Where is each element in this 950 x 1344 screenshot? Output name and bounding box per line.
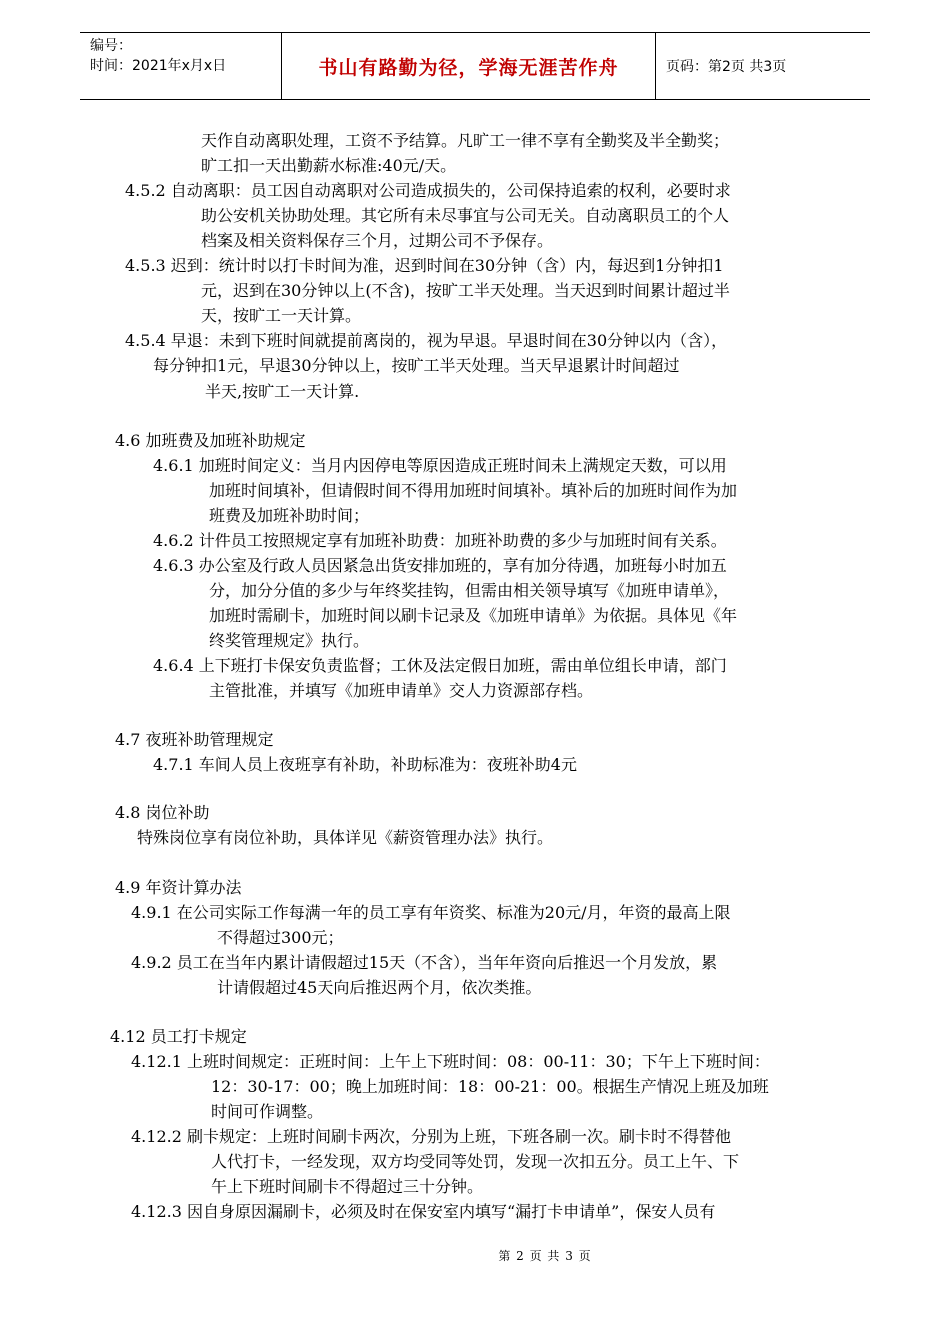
text-line: 半天,按旷工一天计算.	[205, 382, 360, 401]
text-line: 4.6.1 加班时间定义：当月内因停电等原因造成正班时间未上满规定天数，可以用	[153, 456, 727, 475]
document-time: 时间：2021年x月x日	[90, 58, 227, 74]
text-line: 12：30-17：00；晚上加班时间：18：00-21：00。根据生产情况上班及加班	[211, 1077, 769, 1096]
text-line: 4.5.2 自动离职：员工因自动离职对公司造成损失的，公司保持追索的权利，必要时求	[125, 181, 731, 200]
text-line: 天作自动离职处理，工资不予结算。凡旷工一律不享有全勤奖及半全勤奖；	[201, 131, 730, 150]
text-line: 不得超过300元；	[217, 928, 344, 947]
text-line: 4.9.1 在公司实际工作每满一年的员工享有年资奖、标准为20元/月，年资的最高上限	[131, 903, 731, 922]
document-number-label: 编号：	[90, 38, 132, 54]
text-line: 加班时间填补，但请假时间不得用加班时间填补。填补后的加班时间作为加	[209, 481, 738, 500]
text-line: 4.9.2 员工在当年内累计请假超过15天（不含），当年年资向后推迟一个月发放，累	[131, 953, 718, 972]
text-line: 加班时需刷卡，加班时间以刷卡记录及《加班申请单》为依据。具体见《年	[209, 606, 738, 625]
section-heading: 4.9 年资计算办法	[115, 878, 242, 897]
text-line: 旷工扣一天出勤薪水标准:40元/天。	[201, 156, 457, 175]
text-line: 人代打卡，一经发现，双方均受同等处罚，发现一次扣五分。员工上午、下	[211, 1152, 740, 1171]
text-line: 时间可作调整。	[211, 1102, 324, 1121]
text-line: 元，迟到在30分钟以上(不含)，按旷工半天处理。当天迟到时间累计超过半	[201, 281, 730, 300]
text-line: 计请假超过45天向后推迟两个月，依次类推。	[217, 978, 542, 997]
text-line: 每分钟扣1元，早退30分钟以上，按旷工半天处理。当天早退累计时间超过	[153, 356, 680, 375]
header-motto: 书山有路勤为径，学海无涯苦作舟	[282, 33, 656, 99]
header-meta	[80, 33, 282, 99]
text-line: 终奖管理规定》执行。	[209, 631, 370, 650]
header-page-info: 页码：第2页 共3页	[666, 59, 787, 75]
text-line: 档案及相关资料保存三个月，过期公司不予保存。	[201, 231, 554, 250]
text-line: 班费及加班补助时间；	[209, 506, 370, 525]
text-line: 4.6.3 办公室及行政人员因紧急出货安排加班的，享有加分待遇，加班每小时加五	[153, 556, 727, 575]
section-heading: 4.12 员工打卡规定	[110, 1027, 247, 1046]
text-line: 4.12.2 刷卡规定：上班时间刷卡两次，分别为上班，下班各刷一次。刷卡时不得替他	[131, 1127, 731, 1146]
text-line: 4.12.3 因自身原因漏刷卡，必须及时在保安室内填写“漏打卡申请单”，保安人员有	[131, 1202, 716, 1221]
section-heading: 4.7 夜班补助管理规定	[115, 730, 274, 749]
section-heading: 4.6 加班费及加班补助规定	[115, 431, 306, 450]
text-line: 4.5.4 早退：未到下班时间就提前离岗的，视为早退。早退时间在30分钟以内（含），	[125, 331, 728, 350]
page-footer: 第 2 页 共 3 页	[498, 1249, 592, 1263]
text-line: 4.12.1 上班时间规定：正班时间：上午上下班时间：08：00-11：30；下午上下班时间：	[131, 1052, 770, 1071]
text-line: 助公安机关协助处理。其它所有未尽事宜与公司无关。自动离职员工的个人	[201, 206, 730, 225]
text-line: 午上下班时间刷卡不得超过三十分钟。	[211, 1177, 484, 1196]
text-line: 4.6.2 计件员工按照规定享有加班补助费：加班补助费的多少与加班时间有关系。	[153, 531, 727, 550]
text-line: 特殊岗位享有岗位补助，具体详见《薪资管理办法》执行。	[137, 828, 554, 847]
section-heading: 4.8 岗位补助	[115, 803, 210, 822]
text-line: 4.6.4 上下班打卡保安负责监督；工休及法定假日加班，需由单位组长申请，部门	[153, 656, 727, 675]
text-line: 主管批准，并填写《加班申请单》交人力资源部存档。	[209, 681, 594, 700]
text-line: 分，加分分值的多少与年终奖挂钩，但需由相关领导填写《加班申请单》，	[209, 581, 730, 600]
text-line: 4.7.1 车间人员上夜班享有补助，补助标准为：夜班补助4元	[153, 755, 577, 774]
text-line: 天，按旷工一天计算。	[201, 306, 362, 325]
text-line: 4.5.3 迟到：统计时以打卡时间为准，迟到时间在30分钟（含）内，每迟到1分钟扣1	[125, 256, 724, 275]
page-header	[80, 32, 870, 100]
